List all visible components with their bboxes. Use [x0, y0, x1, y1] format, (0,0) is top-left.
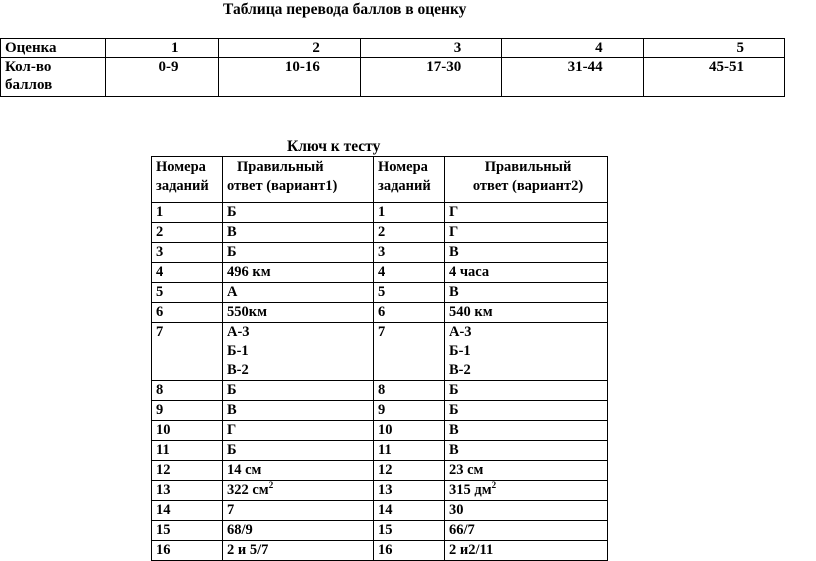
cell-text: Б	[449, 382, 459, 398]
answer-line: В-2	[227, 362, 249, 378]
answer-v1	[223, 521, 374, 541]
task-number-v2	[374, 243, 445, 263]
answer-v2	[445, 263, 608, 283]
header-text: ответ (вариант2)	[472, 178, 584, 194]
cell-text: 2 и 5/7	[227, 542, 269, 558]
answer-v2	[445, 243, 608, 263]
cell-text: 68/9	[227, 522, 253, 538]
points-row	[1, 58, 785, 97]
cell-text: 2	[156, 224, 164, 240]
cell-text: Г	[449, 224, 459, 240]
points-range-cell: 45-51	[643, 58, 784, 97]
header-text: Номера	[378, 159, 428, 175]
task-number-v2	[374, 263, 445, 283]
task-number-v1	[152, 283, 223, 303]
answer-v1	[223, 381, 374, 401]
task-number-v2	[374, 401, 445, 421]
answer-v1	[223, 501, 374, 521]
cell-text: 15	[156, 522, 171, 538]
points-range-cell: 17-30	[360, 58, 501, 97]
task-number-v2	[374, 441, 445, 461]
answer-v2	[445, 441, 608, 461]
task-number-v1	[152, 381, 223, 401]
answer-key-row	[152, 521, 608, 541]
cell-text: 3	[378, 244, 386, 260]
answer-v1	[223, 283, 374, 303]
task-number-v1	[152, 223, 223, 243]
answer-key-row	[152, 303, 608, 323]
task-number-v1	[152, 481, 223, 501]
cell-text: 6	[378, 304, 386, 320]
grade-table-title: Таблица перевода баллов в оценку	[223, 1, 467, 18]
superscript: 2	[268, 480, 274, 490]
answer-v2	[445, 381, 608, 401]
cell-text: 9	[156, 402, 164, 418]
answer-line: А-3	[449, 324, 472, 340]
cell-text: 322 см	[227, 482, 269, 498]
task-number-v2	[374, 223, 445, 243]
cell-text: 9	[378, 402, 386, 418]
grade-cell: 4	[502, 39, 643, 58]
answer-v1	[223, 263, 374, 283]
answer-v1	[223, 461, 374, 481]
answer-key-row	[152, 421, 608, 441]
answer-v1	[223, 203, 374, 223]
task-number-v1	[152, 401, 223, 421]
header-answer-v1	[223, 157, 374, 203]
cell-text: 8	[378, 382, 386, 398]
cell-text: 11	[156, 442, 170, 458]
task-number-v2	[374, 303, 445, 323]
cell-text: 10	[378, 422, 393, 438]
answer-v2	[445, 223, 608, 243]
task-number-v1	[152, 303, 223, 323]
cell-text: 2 и2/11	[449, 542, 494, 558]
cell-text: В	[449, 422, 459, 438]
cell-text: 7	[378, 324, 386, 340]
answer-v2	[445, 401, 608, 421]
points-range-cell: 0-9	[106, 58, 219, 97]
cell-text: 4 часа	[449, 264, 490, 280]
header-text: Правильный	[237, 159, 324, 175]
answer-key-row	[152, 203, 608, 223]
cell-text: 496 км	[227, 264, 271, 280]
cell-text: Б	[227, 442, 237, 458]
cell-text: 11	[378, 442, 392, 458]
task-number-v1	[152, 441, 223, 461]
answer-key-row	[152, 461, 608, 481]
answer-line: А-3	[227, 324, 250, 340]
cell-text: 5	[156, 284, 164, 300]
answer-v2	[445, 303, 608, 323]
answer-key-row	[152, 501, 608, 521]
cell-text: В	[227, 224, 237, 240]
cell-text: 16	[378, 542, 393, 558]
answer-key-row	[152, 283, 608, 303]
task-number-v1	[152, 521, 223, 541]
points-range-cell: 10-16	[219, 58, 360, 97]
cell-text: 12	[378, 462, 393, 478]
answer-key-table	[151, 156, 608, 561]
cell-text: 4	[156, 264, 164, 280]
answer-v1	[223, 481, 374, 501]
answer-key-title: Ключ к тесту	[287, 138, 381, 155]
answer-key-row	[152, 481, 608, 501]
cell-text: 23 см	[449, 462, 484, 478]
cell-text: 14	[156, 502, 171, 518]
cell-text: Г	[449, 204, 459, 220]
answer-key-row	[152, 401, 608, 421]
answer-key-row	[152, 323, 608, 381]
task-number-v2	[374, 381, 445, 401]
task-number-v2	[374, 323, 445, 381]
task-number-v1	[152, 461, 223, 481]
task-number-v2	[374, 521, 445, 541]
cell-text: В	[449, 244, 459, 260]
task-number-v1	[152, 243, 223, 263]
cell-text: 13	[156, 482, 171, 498]
cell-text: 5	[378, 284, 386, 300]
answer-key-row	[152, 223, 608, 243]
header-task-number-v2	[374, 157, 445, 203]
answer-v2	[445, 521, 608, 541]
cell-text: Б	[227, 204, 237, 220]
grade-conversion-table	[0, 38, 785, 97]
cell-text: В	[449, 284, 459, 300]
points-label-line1: Кол-во	[5, 59, 52, 75]
cell-text: 7	[156, 324, 164, 340]
answer-key-row	[152, 263, 608, 283]
task-number-v1	[152, 323, 223, 381]
task-number-v2	[374, 501, 445, 521]
cell-text: 14	[378, 502, 393, 518]
task-number-v1	[152, 421, 223, 441]
task-number-v1	[152, 203, 223, 223]
answer-v1	[223, 421, 374, 441]
header-answer-v2	[445, 157, 608, 203]
header-text: ответ (вариант1)	[227, 178, 338, 194]
task-number-v1	[152, 263, 223, 283]
grade-row-label: Оценка	[1, 39, 106, 58]
task-number-v2	[374, 481, 445, 501]
cell-text: 15	[378, 522, 393, 538]
cell-text: 7	[227, 502, 235, 518]
answer-v2	[445, 283, 608, 303]
answer-v1	[223, 441, 374, 461]
answer-key-row	[152, 441, 608, 461]
cell-text: Б	[227, 382, 237, 398]
cell-text: 16	[156, 542, 171, 558]
answer-v1	[223, 323, 374, 381]
points-label-line2: баллов	[5, 77, 53, 93]
cell-text: 315 дм	[449, 482, 492, 498]
cell-text: В	[227, 402, 237, 418]
task-number-v1	[152, 501, 223, 521]
header-text: Номера	[156, 159, 206, 175]
points-row-label	[1, 58, 106, 97]
answer-v1	[223, 243, 374, 263]
cell-text: 12	[156, 462, 171, 478]
cell-text: 540 км	[449, 304, 493, 320]
grade-cell: 1	[106, 39, 219, 58]
header-task-number-v1	[152, 157, 223, 203]
cell-text: 66/7	[449, 522, 475, 538]
cell-text: 10	[156, 422, 171, 438]
cell-text: 4	[378, 264, 386, 280]
cell-text: 30	[449, 502, 464, 518]
cell-text: 13	[378, 482, 393, 498]
cell-text: 14 см	[227, 462, 262, 478]
answer-key-header-row	[152, 157, 608, 203]
answer-v1	[223, 401, 374, 421]
superscript: 2	[491, 480, 497, 490]
answer-v1	[223, 303, 374, 323]
answer-v2	[445, 203, 608, 223]
cell-text: 550км	[227, 304, 267, 320]
cell-text: 1	[156, 204, 164, 220]
cell-text: 8	[156, 382, 164, 398]
cell-text: Г	[227, 422, 237, 438]
cell-text: 2	[378, 224, 386, 240]
answer-v2	[445, 421, 608, 441]
task-number-v2	[374, 421, 445, 441]
answer-line: Б-1	[449, 343, 471, 359]
header-text: заданий	[156, 178, 209, 194]
grade-cell: 2	[219, 39, 360, 58]
header-text: Правильный	[484, 159, 572, 175]
answer-line: Б-1	[227, 343, 249, 359]
task-number-v2	[374, 283, 445, 303]
header-text: заданий	[378, 178, 431, 194]
task-number-v2	[374, 203, 445, 223]
cell-text: Б	[227, 244, 237, 260]
grade-row	[1, 39, 785, 58]
cell-text: В	[449, 442, 459, 458]
answer-v2	[445, 323, 608, 381]
cell-text: 6	[156, 304, 164, 320]
answer-v2	[445, 481, 608, 501]
answer-key-row	[152, 381, 608, 401]
cell-text: 1	[378, 204, 386, 220]
answer-v2	[445, 461, 608, 481]
grade-cell: 3	[360, 39, 501, 58]
answer-v2	[445, 501, 608, 521]
cell-text: Б	[449, 402, 459, 418]
cell-text: А	[227, 284, 238, 300]
answer-key-row	[152, 243, 608, 263]
answer-line: В-2	[449, 362, 471, 378]
points-range-cell: 31-44	[502, 58, 643, 97]
cell-text: 3	[156, 244, 164, 260]
task-number-v2	[374, 461, 445, 481]
grade-cell: 5	[643, 39, 784, 58]
answer-v1	[223, 223, 374, 243]
